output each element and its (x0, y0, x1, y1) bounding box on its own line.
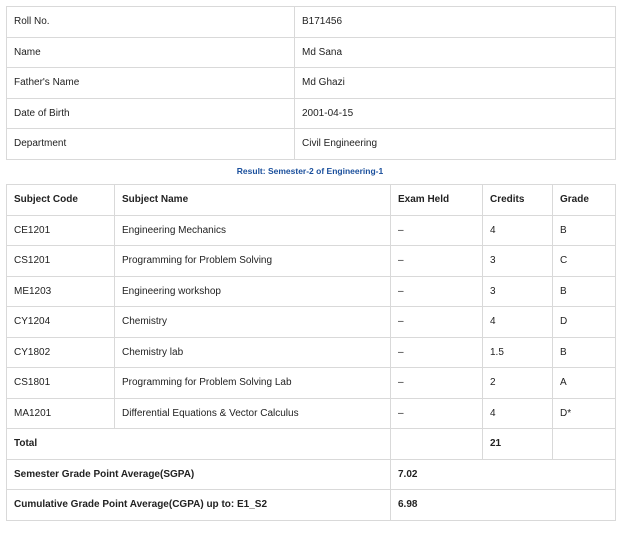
table-row (7, 307, 616, 338)
grade: B (553, 337, 616, 368)
subject-name: Engineering Mechanics (115, 215, 391, 246)
credits: 4 (483, 215, 553, 246)
subject-name: Differential Equations & Vector Calculus (115, 398, 391, 429)
subject-code: ME1203 (7, 276, 115, 307)
total-exam-empty (391, 429, 483, 460)
department-value: Civil Engineering (295, 129, 616, 160)
student-info-row (7, 98, 616, 129)
table-row (7, 337, 616, 368)
credits: 3 (483, 276, 553, 307)
grade: D (553, 307, 616, 338)
sgpa-row (7, 459, 616, 490)
subject-code: MA1201 (7, 398, 115, 429)
subject-name: Programming for Problem Solving (115, 246, 391, 277)
grade: B (553, 276, 616, 307)
credits: 4 (483, 398, 553, 429)
table-row (7, 215, 616, 246)
header-subject-name: Subject Name (115, 185, 391, 216)
result-title: Result: Semester-2 of Engineering-1 (236, 166, 384, 176)
student-info-row (7, 68, 616, 99)
roll-no-value: B171456 (295, 7, 616, 38)
exam-held: – (391, 246, 483, 277)
department-label: Department (7, 129, 295, 160)
fathers-name-label: Father's Name (7, 68, 295, 99)
total-credits: 21 (483, 429, 553, 460)
credits: 1.5 (483, 337, 553, 368)
exam-held: – (391, 276, 483, 307)
table-row (7, 276, 616, 307)
header-grade: Grade (553, 185, 616, 216)
table-row (7, 398, 616, 429)
total-row (7, 429, 616, 460)
total-grade-empty (553, 429, 616, 460)
exam-held: – (391, 398, 483, 429)
fathers-name-value: Md Ghazi (295, 68, 616, 99)
cgpa-value: 6.98 (391, 490, 616, 521)
grades-table (6, 184, 616, 521)
exam-held: – (391, 307, 483, 338)
credits: 2 (483, 368, 553, 399)
table-row (7, 368, 616, 399)
grade: B (553, 215, 616, 246)
subject-name: Chemistry lab (115, 337, 391, 368)
header-exam-held: Exam Held (391, 185, 483, 216)
cgpa-label: Cumulative Grade Point Average(CGPA) up to: E1_S2 (7, 490, 391, 521)
subject-code: CS1201 (7, 246, 115, 277)
header-subject-code: Subject Code (7, 185, 115, 216)
header-credits: Credits (483, 185, 553, 216)
subject-name: Engineering workshop (115, 276, 391, 307)
exam-held: – (391, 368, 483, 399)
roll-no-label: Roll No. (7, 7, 295, 38)
subject-name: Chemistry (115, 307, 391, 338)
cgpa-row (7, 490, 616, 521)
name-label: Name (7, 37, 295, 68)
subject-code: CY1204 (7, 307, 115, 338)
dob-value: 2001-04-15 (295, 98, 616, 129)
subject-code: CY1802 (7, 337, 115, 368)
credits: 3 (483, 246, 553, 277)
student-info-table (6, 6, 616, 160)
exam-held: – (391, 337, 483, 368)
student-info-row (7, 7, 616, 38)
sgpa-label: Semester Grade Point Average(SGPA) (7, 459, 391, 490)
total-label: Total (7, 429, 391, 460)
table-row (7, 246, 616, 277)
grade: C (553, 246, 616, 277)
grade: A (553, 368, 616, 399)
subject-name: Programming for Problem Solving Lab (115, 368, 391, 399)
credits: 4 (483, 307, 553, 338)
student-info-row (7, 37, 616, 68)
grade: D* (553, 398, 616, 429)
student-info-row (7, 129, 616, 160)
exam-held: – (391, 215, 483, 246)
sgpa-value: 7.02 (391, 459, 616, 490)
grades-header-row (7, 185, 616, 216)
subject-code: CS1801 (7, 368, 115, 399)
name-value: Md Sana (295, 37, 616, 68)
subject-code: CE1201 (7, 215, 115, 246)
dob-label: Date of Birth (7, 98, 295, 129)
